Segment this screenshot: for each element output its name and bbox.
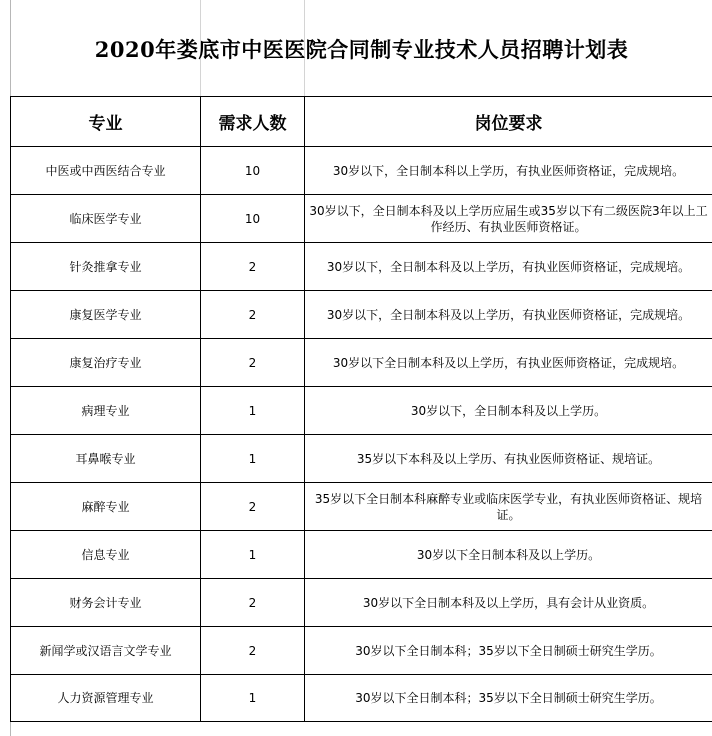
cell-count[interactable]: 2 [201, 579, 305, 627]
cell-requirement[interactable]: 30岁以下，全日制本科及以上学历应届生或35岁以下有二级医院3年以上工作经历、有执业医师资格证。 [305, 195, 712, 243]
cell-major[interactable]: 麻醉专业 [11, 483, 201, 531]
cell-count[interactable]: 2 [201, 627, 305, 675]
cell-count[interactable]: 2 [201, 291, 305, 339]
header-count[interactable]: 需求人数 [201, 97, 305, 147]
cell-count[interactable]: 10 [201, 147, 305, 195]
cell-requirement[interactable]: 35岁以下全日制本科麻醉专业或临床医学专业，有执业医师资格证、规培证。 [305, 483, 712, 531]
cell-count[interactable]: 2 [201, 339, 305, 387]
cell-requirement[interactable]: 35岁以下本科及以上学历、有执业医师资格证、规培证。 [305, 435, 712, 483]
cell-major[interactable]: 财务会计专业 [11, 579, 201, 627]
table-row [11, 291, 712, 339]
table-row [11, 243, 712, 291]
cell-count[interactable]: 2 [201, 483, 305, 531]
cell-requirement[interactable]: 30岁以下全日制本科及以上学历。 [305, 531, 712, 579]
table-row [11, 387, 712, 435]
cell-count[interactable]: 10 [201, 195, 305, 243]
cell-requirement[interactable]: 30岁以下全日制本科；35岁以下全日制硕士研究生学历。 [305, 627, 712, 675]
cell-requirement[interactable]: 30岁以下，全日制本科及以上学历。 [305, 387, 712, 435]
header-major[interactable]: 专业 [11, 97, 201, 147]
cell-requirement[interactable]: 30岁以下全日制本科及以上学历，具有会计从业资质。 [305, 579, 712, 627]
cell-major[interactable]: 人力资源管理专业 [11, 675, 201, 722]
table-row [11, 483, 712, 531]
cell-requirement[interactable]: 30岁以下，全日制本科及以上学历，有执业医师资格证，完成规培。 [305, 243, 712, 291]
table-row [11, 435, 712, 483]
cell-major[interactable]: 康复医学专业 [11, 291, 201, 339]
cell-major[interactable]: 新闻学或汉语言文学专业 [11, 627, 201, 675]
table-row [11, 675, 712, 722]
header-requirement[interactable]: 岗位要求 [305, 97, 712, 147]
cell-major[interactable]: 耳鼻喉专业 [11, 435, 201, 483]
cell-major[interactable]: 信息专业 [11, 531, 201, 579]
cell-count[interactable]: 2 [201, 243, 305, 291]
cell-major[interactable]: 康复治疗专业 [11, 339, 201, 387]
table-row [11, 339, 712, 387]
table-row [11, 531, 712, 579]
cell-major[interactable]: 针灸推拿专业 [11, 243, 201, 291]
cell-count[interactable]: 1 [201, 387, 305, 435]
cell-major[interactable]: 病理专业 [11, 387, 201, 435]
sheet-title: 2020年娄底市中医医院合同制专业技术人员招聘计划表 [94, 36, 629, 62]
cell-requirement[interactable]: 30岁以下全日制本科；35岁以下全日制硕士研究生学历。 [305, 675, 712, 722]
table-row [11, 627, 712, 675]
cell-major[interactable]: 临床医学专业 [11, 195, 201, 243]
cell-requirement[interactable]: 30岁以下，全日制本科以上学历，有执业医师资格证，完成规培。 [305, 147, 712, 195]
cell-count[interactable]: 1 [201, 531, 305, 579]
cell-major[interactable]: 中医或中西医结合专业 [11, 147, 201, 195]
table-row [11, 579, 712, 627]
cell-requirement[interactable]: 30岁以下，全日制本科及以上学历，有执业医师资格证，完成规培。 [305, 291, 712, 339]
cell-count[interactable]: 1 [201, 675, 305, 722]
table-row [11, 195, 712, 243]
recruitment-plan-table [10, 96, 712, 722]
cell-requirement[interactable]: 30岁以下全日制本科及以上学历，有执业医师资格证，完成规培。 [305, 339, 712, 387]
table-row [11, 147, 712, 195]
cell-count[interactable]: 1 [201, 435, 305, 483]
header-row [11, 97, 712, 147]
